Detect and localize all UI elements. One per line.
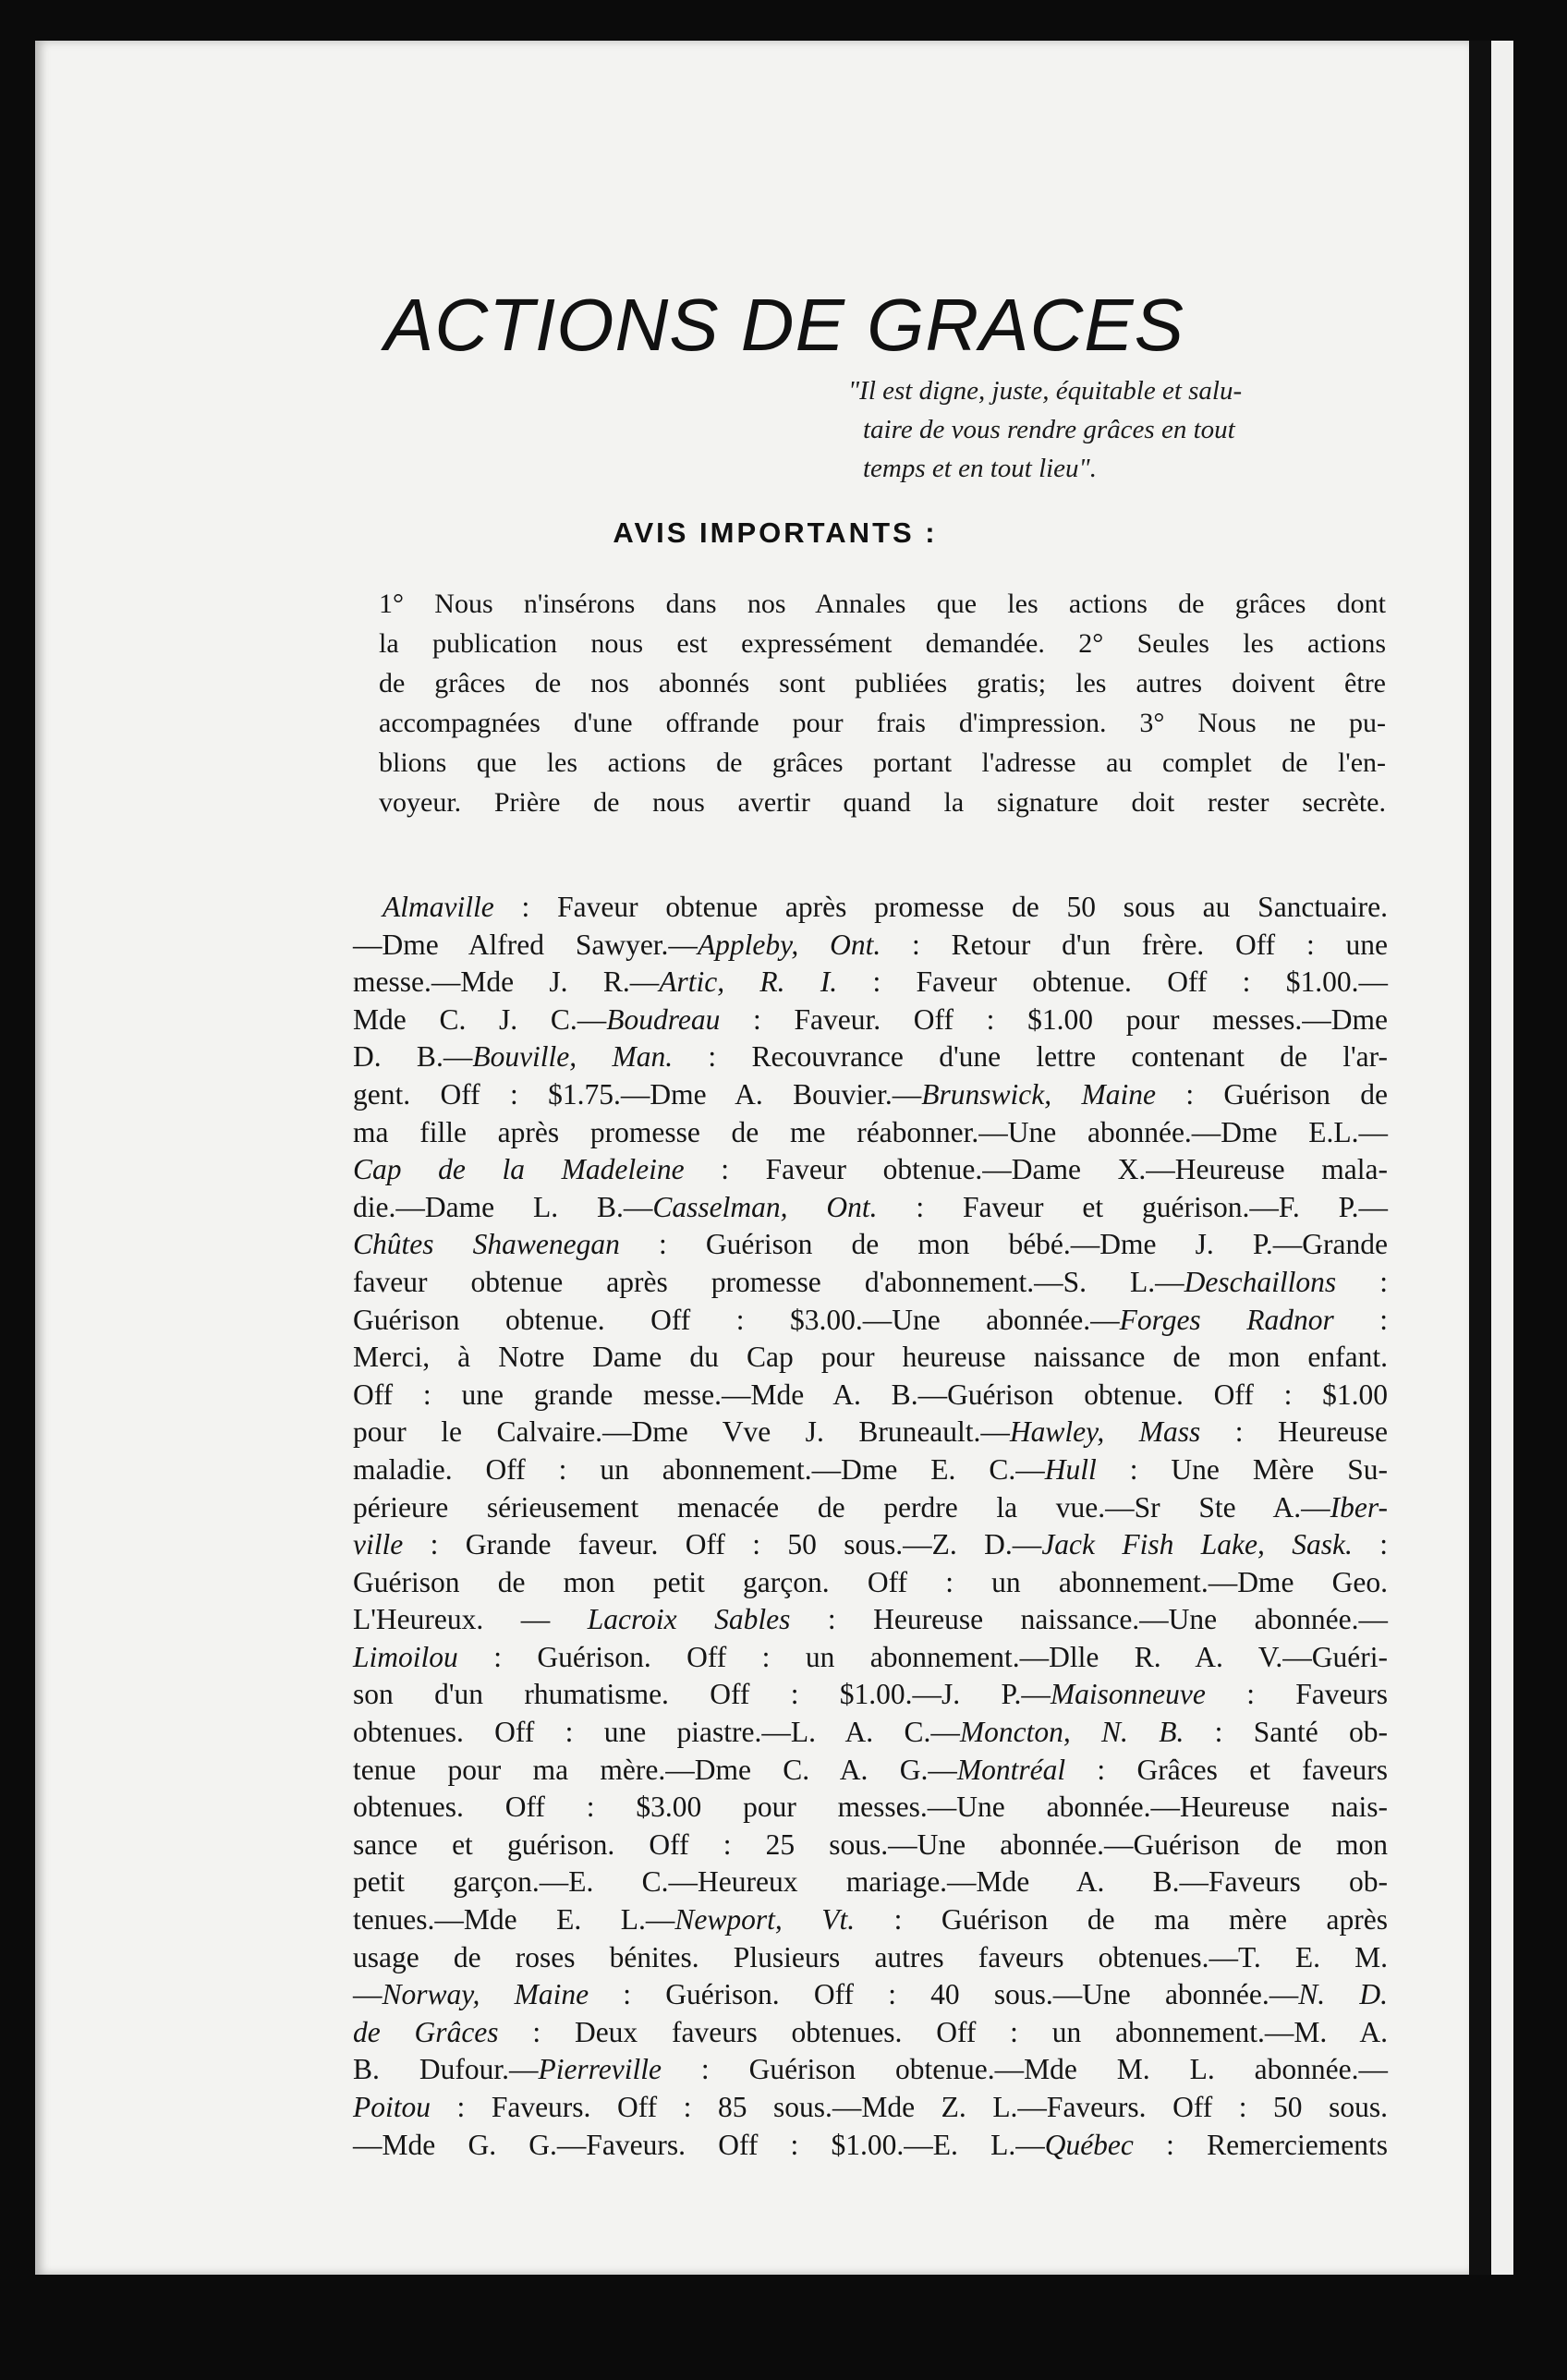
entry-line: [353, 1526, 1388, 1564]
entry-text: : Une Mère Su-: [1096, 1452, 1388, 1486]
entry-text: —Mde G. G.—Faveurs. Off : $1.00.—E. L.—: [353, 2128, 1045, 2161]
entry-place-name: Almaville: [383, 891, 494, 923]
entry-text: : Recouvrance d'une lettre contenant de l'ar-: [673, 1040, 1388, 1074]
entry-text: périeure sérieusement menacée de perdre la vue.—Sr Ste A.—: [353, 1490, 1330, 1524]
entry-line: [353, 1789, 1388, 1827]
entry-text: : Faveur obtenue.—Dame X.—Heureuse mala-: [684, 1153, 1388, 1186]
epigraph-line: temps et en tout lieu".: [863, 454, 1097, 483]
entry-text: : Faveur obtenue. Off : $1.00.—: [837, 965, 1388, 999]
entry-text: : Remerciements: [1133, 2128, 1388, 2161]
entry-text: : Heureuse: [1200, 1415, 1388, 1449]
entry-line: [353, 1976, 1388, 2014]
entry-line: [353, 1601, 1388, 1639]
entry-text: petit garçon.—E. C.—Heureux mariage.—Mde A. B.—Faveurs ob-: [353, 1865, 1388, 1899]
entry-text: : Grande faveur. Off : 50 sous.—Z. D.—: [403, 1528, 1042, 1561]
entry-line: [353, 1489, 1388, 1527]
entry-line: [353, 964, 1388, 1002]
epigraph-line: taire de vous rendre grâces en tout: [863, 415, 1235, 444]
entry-place-name: Moncton, N. B.: [959, 1716, 1184, 1749]
notice-line: blions que les actions de grâces portant l'adresse au complet de l'en-: [379, 747, 1386, 778]
entry-place-name: Artic, R. I.: [659, 965, 838, 999]
entry-line: [353, 1002, 1388, 1039]
entry-line: [353, 1827, 1388, 1864]
entry-place-name: Bouville, Man.: [472, 1040, 674, 1074]
entry-text: obtenues. Off : une piastre.—L. A. C.—: [353, 1716, 960, 1749]
entry-text: maladie. Off : un abonnement.—Dme E. C.—: [353, 1452, 1045, 1486]
entry-line: [353, 1076, 1388, 1114]
book-page: [35, 41, 1469, 2275]
entry-place-name: Newport, Vt.: [674, 1903, 856, 1937]
entry-line: [353, 1377, 1388, 1415]
entry-text: Guérison obtenue. Off : $3.00.—Une abonnée.—: [353, 1303, 1120, 1336]
entry-line: [353, 2089, 1388, 2127]
notice-line: la publication nous est expressément demandée. 2° Seules les actions: [379, 628, 1386, 659]
facing-page-edge: [1491, 41, 1513, 2275]
entry-line: [353, 2014, 1388, 2052]
entry-place-name: Chûtes Shawenegan: [353, 1228, 620, 1261]
entry-text: : Faveur. Off : $1.00 pour messes.—Dme: [720, 1002, 1388, 1036]
entry-text: son d'un rhumatisme. Off : $1.00.—J. P.—: [353, 1678, 1051, 1711]
entry-text: Off : une grande messe.—Mde A. B.—Guérison obtenue. Off : $1.00: [353, 1378, 1388, 1411]
entry-place-name: Deschaillons: [1184, 1265, 1337, 1298]
entry-text: : Guérison. Off : un abonnement.—Dlle R. A. V.—Guéri-: [457, 1640, 1388, 1673]
entry-text: faveur obtenue après promesse d'abonnement.—S. L.—: [353, 1265, 1184, 1298]
entry-text: : Faveur obtenue après promesse de 50 sous au Sanctuaire.: [493, 891, 1388, 923]
entry-line: [353, 1564, 1388, 1602]
entry-text: : Faveur et guérison.—F. P.—: [877, 1190, 1388, 1223]
entry-line: [353, 1939, 1388, 1977]
notice-heading: AVIS IMPORTANTS :: [613, 516, 938, 549]
entry-place-name: Norway, Maine: [382, 1978, 589, 2011]
entry-line: [353, 1302, 1388, 1340]
page-title: ACTIONS DE GRACES: [383, 284, 1185, 366]
entry-place-name: Hull: [1044, 1452, 1097, 1486]
epigraph-quote: [848, 371, 1403, 488]
entry-place-name: Brunswick, Maine: [921, 1077, 1156, 1111]
entry-line: [353, 1226, 1388, 1264]
epigraph-line: "Il est digne, juste, équitable et salu-: [848, 376, 1243, 406]
entry-text: : Guérison de mon bébé.—Dme J. P.—Grande: [619, 1228, 1388, 1261]
entry-line: [353, 1151, 1388, 1189]
entry-line: [353, 1676, 1388, 1714]
page-gutter: [1469, 41, 1491, 2275]
entry-place-name: ville: [353, 1528, 404, 1561]
entry-text: : Retour d'un frère. Off : une: [881, 928, 1389, 961]
entry-place-name: Pierreville: [538, 2053, 662, 2086]
entry-text: :: [1336, 1265, 1388, 1298]
entry-text: —: [353, 1978, 383, 2011]
entry-line: [353, 1189, 1388, 1227]
entry-text: —Dme Alfred Sawyer.—: [353, 928, 698, 961]
entry-line: [353, 927, 1388, 965]
entry-text: : Guérison de: [1155, 1077, 1388, 1111]
entry-text: :: [1352, 1528, 1388, 1561]
entry-line: [353, 1414, 1388, 1451]
entry-place-name: Québec: [1044, 2128, 1134, 2161]
entry-line: [353, 1901, 1388, 1939]
entry-place-name: de Grâces: [353, 2015, 499, 2048]
entry-text: :: [1333, 1303, 1388, 1336]
entry-text: : Faveurs. Off : 85 sous.—Mde Z. L.—Faveurs. Off : 50 sous.: [431, 2091, 1388, 2123]
entry-text: tenue pour ma mère.—Dme C. A. G.—: [353, 1753, 957, 1786]
entry-place-name: Lacroix Sables: [587, 1603, 791, 1636]
entry-text: die.—Dame L. B.—: [353, 1190, 653, 1223]
entry-place-name: Appleby, Ont.: [697, 928, 881, 961]
entry-text: B. Dufour.—: [353, 2053, 539, 2086]
entry-text: : Guérison obtenue.—Mde M. L. abonnée.—: [661, 2053, 1389, 2086]
entry-text: sance et guérison. Off : 25 sous.—Une abonnée.—Guérison de mon: [353, 1828, 1388, 1861]
entry-line: [353, 1752, 1388, 1790]
notice-line: voyeur. Prière de nous avertir quand la signature doit rester secrète.: [379, 787, 1386, 818]
entry-line: [353, 1114, 1388, 1152]
entry-text: messe.—Mde J. R.—: [353, 965, 660, 999]
entry-place-name: Jack Fish Lake, Sask.: [1041, 1528, 1353, 1561]
entry-place-name: N. D.: [1298, 1978, 1388, 2011]
entry-text: Guérison de mon petit garçon. Off : un abonnement.—Dme Geo.: [353, 1565, 1388, 1598]
entry-place-name: Maisonneuve: [1050, 1678, 1206, 1711]
entry-line: [353, 1714, 1388, 1752]
entry-text: gent. Off : $1.75.—Dme A. Bouvier.—: [353, 1077, 922, 1111]
entry-text: ma fille après promesse de me réabonner.—Une abonnée.—Dme E.L.—: [353, 1115, 1388, 1148]
thanksgiving-entries: [353, 889, 1388, 2164]
entry-text: obtenues. Off : $3.00 pour messes.—Une abonnée.—Heureuse nais-: [353, 1791, 1388, 1824]
entry-line: [353, 2127, 1388, 2165]
entry-text: : Guérison de ma mère après: [855, 1903, 1388, 1937]
notice-paragraph: [379, 584, 1386, 822]
entry-line: [353, 1038, 1388, 1076]
entry-text: : Heureuse naissance.—Une abonnée.—: [790, 1603, 1388, 1636]
entry-place-name: Poitou: [353, 2091, 431, 2123]
notice-line: de grâces de nos abonnés sont publiées gratis; les autres doivent être: [379, 668, 1386, 698]
entry-text: Merci, à Notre Dame du Cap pour heureuse naissance de mon enfant.: [353, 1341, 1388, 1374]
entry-place-name: Casselman, Ont.: [652, 1190, 878, 1223]
entry-line: [353, 1264, 1388, 1302]
entry-text: : Deux faveurs obtenues. Off : un abonnement.—M. A.: [498, 2015, 1389, 2048]
entry-line: [353, 2051, 1388, 2089]
entry-text: L'Heureux. —: [353, 1603, 588, 1636]
entry-text: D. B.—: [353, 1040, 473, 1074]
entry-text: : Grâces et faveurs: [1065, 1753, 1388, 1786]
entry-place-name: Montréal: [956, 1753, 1066, 1786]
entry-text: : Faveurs: [1205, 1678, 1389, 1711]
entry-text: tenues.—Mde E. L.—: [353, 1903, 675, 1937]
notice-line: 1° Nous n'insérons dans nos Annales que les actions de grâces dont: [379, 589, 1386, 619]
entry-line: [353, 1339, 1388, 1377]
entry-text: Mde C. J. C.—: [353, 1002, 607, 1036]
entry-place-name: Cap de la Madeleine: [353, 1153, 685, 1186]
entry-place-name: Hawley, Mass: [1009, 1415, 1201, 1449]
entry-place-name: Forges Radnor: [1119, 1303, 1334, 1336]
entry-line: [353, 889, 1388, 927]
entry-text: pour le Calvaire.—Dme Vve J. Bruneault.—: [353, 1415, 1010, 1449]
entry-text: usage de roses bénites. Plusieurs autres faveurs obtenues.—T. E. M.: [353, 1940, 1388, 1973]
entry-line: [353, 1451, 1388, 1489]
notice-line: accompagnées d'une offrande pour frais d'impression. 3° Nous ne pu-: [379, 708, 1386, 738]
entry-place-name: Iber-: [1330, 1490, 1388, 1524]
entry-place-name: Limoilou: [353, 1640, 458, 1673]
entry-text: : Guérison. Off : 40 sous.—Une abonnée.—: [589, 1978, 1299, 2011]
entry-line: [353, 1864, 1388, 1901]
entry-text: : Santé ob-: [1184, 1716, 1388, 1749]
entry-place-name: Boudreau: [606, 1002, 721, 1036]
entry-line: [353, 1639, 1388, 1677]
